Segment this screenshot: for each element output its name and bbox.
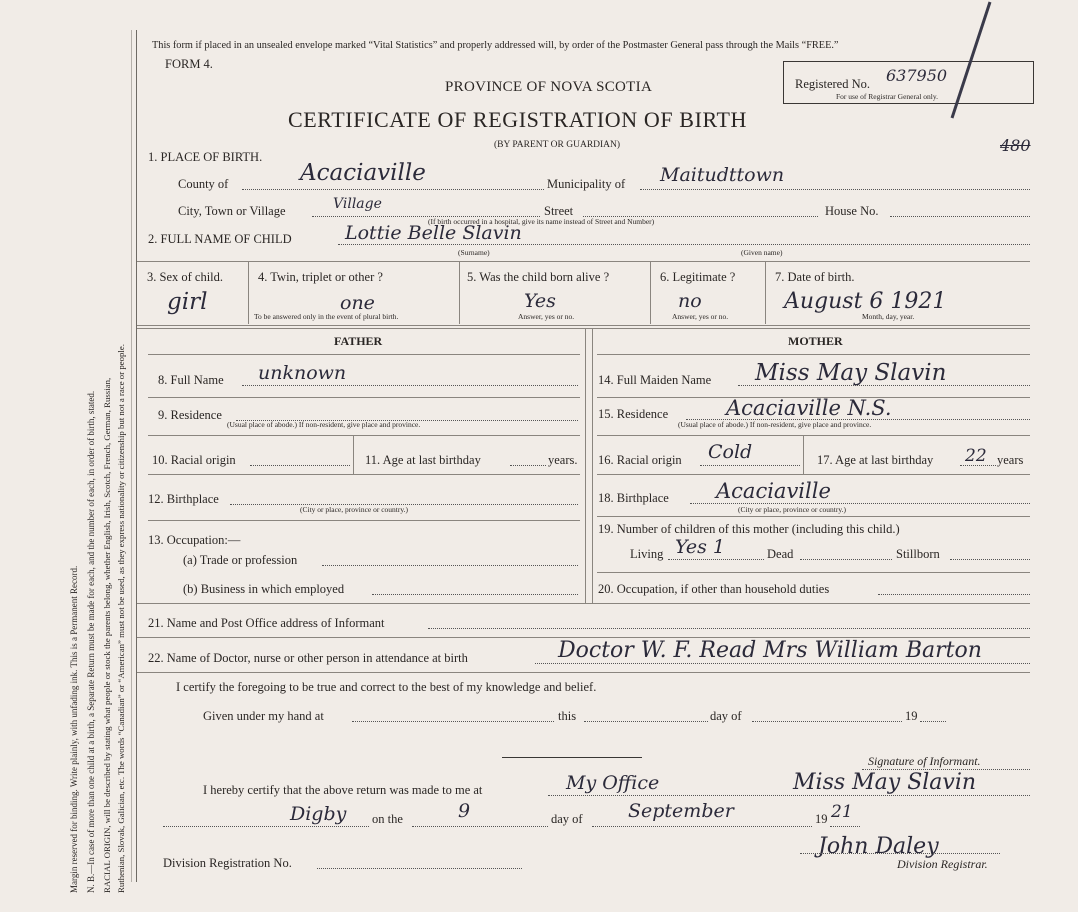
- mother-racial-divider: [803, 436, 804, 474]
- mother-occupation-label: 20. Occupation, if other than household duties: [598, 582, 830, 596]
- signature-caption: Signature of Informant.: [868, 754, 981, 768]
- mother-name-label: 14. Full Maiden Name: [598, 373, 712, 387]
- mother-residence-note: (Usual place of abode.) If non-resident, give place and province.: [678, 420, 872, 429]
- on-the-label: on the: [372, 812, 403, 826]
- given-under-label: Given under my hand at: [203, 709, 324, 723]
- place-of-birth-section: 1. PLACE OF BIRTH.: [148, 150, 263, 164]
- divider-4: [459, 262, 460, 324]
- mother-residence-label: 15. Residence: [598, 407, 669, 421]
- divider-6: [765, 262, 766, 324]
- father-age-label: 11. Age at last birthday: [365, 453, 481, 467]
- mother-racial-line: [700, 465, 800, 466]
- father-age-line: [510, 465, 546, 466]
- margin-text-2: N. B.—In case of more than one child at a birth, a Separate Return must be made for each, and the number of each, in order of birth, stated.: [86, 390, 96, 893]
- given-name-note: (Given name): [741, 248, 783, 257]
- given-place-line: [352, 721, 554, 722]
- father-name-value: unknown: [258, 362, 347, 384]
- date-of-birth-label: 7. Date of birth.: [775, 270, 855, 284]
- sex-label: 3. Sex of child.: [147, 270, 224, 284]
- mother-dead-label: Dead: [767, 547, 794, 561]
- child-name-value: Lottie Belle Slavin: [345, 222, 522, 244]
- form-number: FORM 4.: [165, 57, 213, 71]
- mother-living-line: [668, 559, 764, 560]
- rule-parents-top: [137, 325, 1030, 326]
- registrar-month-line: [592, 826, 812, 827]
- year-prefix-label: 19: [905, 709, 918, 723]
- doctor-label: 22. Name of Doctor, nurse or other person in attendance at birth: [148, 651, 468, 665]
- born-alive-label: 5. Was the child born alive ?: [467, 270, 610, 284]
- pen-stroke-mark: [930, 0, 1000, 120]
- mother-racial-value: Cold: [708, 441, 753, 463]
- informant-line: [428, 628, 1030, 629]
- father-occupation-label: 13. Occupation:—: [148, 533, 241, 547]
- child-name-label: 2. FULL NAME OF CHILD: [148, 232, 292, 246]
- margin-text-4: Ruthenian, Slovak, Galician, etc. The words “Canadian” or “American” must not be used, as they express nationality or citizenship but not a race or people.: [116, 344, 126, 893]
- registrar-month-value: September: [628, 800, 734, 822]
- born-alive-note: Answer, yes or no.: [518, 312, 575, 321]
- registrar-place-value: Digby: [290, 803, 347, 825]
- mother-age-label: 17. Age at last birthday: [817, 453, 934, 467]
- father-heading-rule: [148, 354, 580, 355]
- father-trade-label: (a) Trade or profession: [183, 553, 298, 567]
- given-month-line: [752, 721, 902, 722]
- corner-number: 480: [1000, 136, 1031, 155]
- father-row-rule-4: [148, 520, 580, 521]
- registrar-year-printed: 19: [815, 812, 828, 826]
- mother-racial-label: 16. Racial origin: [598, 453, 682, 467]
- date-of-birth-value: August 6 1921: [784, 289, 947, 314]
- registrar-use-note: For use of Registrar General only.: [836, 92, 938, 101]
- father-racial-line: [250, 465, 350, 466]
- division-registrar-caption: Division Registrar.: [897, 857, 988, 871]
- return-label: I hereby certify that the above return was made to me at: [203, 783, 483, 797]
- mother-birthplace-label: 18. Birthplace: [598, 491, 669, 505]
- mother-heading: MOTHER: [788, 334, 843, 348]
- registered-label: Registered No.: [795, 77, 870, 91]
- mother-children-label: 19. Number of children of this mother (including this child.): [598, 522, 900, 536]
- mother-residence-value: Acaciaville N.S.: [726, 396, 892, 420]
- mother-heading-rule: [597, 354, 1030, 355]
- registrar-year-handwritten: 21: [831, 802, 853, 822]
- rule-parents-top-2: [137, 328, 1030, 329]
- rule-top-items: [137, 261, 1030, 262]
- mother-birthplace-note: (City or place, province or country.): [738, 505, 847, 514]
- mother-row-rule-3: [597, 474, 1030, 475]
- father-birthplace-label: 12. Birthplace: [148, 492, 219, 506]
- return-place-line: [548, 795, 1030, 796]
- mother-stillborn-line: [950, 559, 1030, 560]
- hospital-note: (If birth occurred in a hospital, give its name instead of Street and Number): [428, 217, 655, 226]
- mother-stillborn-label: Stillborn: [896, 547, 940, 561]
- father-name-label: 8. Full Name: [158, 373, 224, 387]
- municipality-label: Municipality of: [547, 177, 626, 191]
- father-heading: FATHER: [334, 334, 383, 348]
- father-name-line: [242, 385, 578, 386]
- registrar-place-line: [163, 826, 369, 827]
- father-row-rule-2: [148, 435, 580, 436]
- mother-living-label: Living: [630, 547, 664, 561]
- mail-notice: This form if placed in an unsealed envelope marked “Vital Statistics” and properly addressed will, by order of the Postmaster General pass through the Mails “FREE.”: [152, 40, 839, 51]
- signature-rule: [502, 757, 642, 758]
- divider-5: [650, 262, 651, 324]
- county-label: County of: [178, 177, 229, 191]
- mother-birthplace-line: [690, 503, 1030, 504]
- return-place-value: My Office: [566, 772, 660, 794]
- surname-note: (Surname): [458, 248, 490, 257]
- mother-dead-line: [800, 559, 892, 560]
- father-business-line: [372, 594, 578, 595]
- sex-value: girl: [167, 289, 208, 315]
- city-value: Village: [333, 196, 382, 212]
- binding-line: [131, 30, 132, 882]
- certify-statement: I certify the foregoing to be true and correct to the best of my knowledge and belief.: [176, 680, 597, 694]
- parents-center-divider-2: [592, 329, 593, 603]
- legitimate-label: 6. Legitimate ?: [660, 270, 736, 284]
- legitimate-value: no: [678, 290, 702, 312]
- mother-name-value: Miss May Slavin: [755, 360, 947, 386]
- father-row-rule-1: [148, 397, 580, 398]
- father-racial-divider: [353, 436, 354, 474]
- house-number-label: House No.: [825, 204, 879, 218]
- margin-text-3: RACIAL ORIGIN, will be described by stating what people or stock the parents belong, whether English, Irish, Scotch, French, German, Russian,: [102, 377, 112, 893]
- father-business-label: (b) Business in which employed: [183, 582, 345, 596]
- house-line: [890, 216, 1030, 217]
- doctor-value: Doctor W. F. Read Mrs William Barton: [558, 638, 982, 663]
- father-racial-label: 10. Racial origin: [152, 453, 236, 467]
- given-year-line: [920, 721, 946, 722]
- division-registration-label: Division Registration No.: [163, 856, 292, 870]
- legitimate-note: Answer, yes or no.: [672, 312, 729, 321]
- municipality-value: Maitudttown: [660, 164, 785, 186]
- parents-center-divider: [585, 329, 586, 603]
- registrar-year-line: [830, 826, 860, 827]
- registrar-day-value: 9: [458, 800, 471, 822]
- father-trade-line: [322, 565, 578, 566]
- father-age-suffix: years.: [548, 453, 578, 467]
- given-day-line: [584, 721, 708, 722]
- date-of-birth-note: Month, day, year.: [862, 312, 915, 321]
- county-line: [242, 189, 544, 190]
- margin-text-1: Margin reserved for binding. Write plainly, with unfading ink. This is a Permanent Record.: [69, 565, 79, 893]
- father-row-rule-3: [148, 474, 580, 475]
- rule-doctor: [137, 672, 1030, 673]
- registrar-day-of-label: day of: [551, 812, 583, 826]
- province-heading: PROVINCE OF NOVA SCOTIA: [445, 79, 653, 95]
- father-birthplace-note: (City or place, province or country.): [300, 505, 409, 514]
- father-residence-label: 9. Residence: [158, 408, 222, 422]
- divider-3: [248, 262, 249, 324]
- informant-signature: Miss May Slavin: [793, 770, 977, 795]
- doctor-line: [535, 663, 1030, 664]
- mother-birthplace-value: Acaciaville: [716, 479, 831, 503]
- mother-living-value: Yes 1: [675, 536, 726, 558]
- child-name-line: [338, 244, 1030, 245]
- certificate-subtitle: (BY PARENT OR GUARDIAN): [494, 140, 621, 150]
- mother-row-rule-5: [597, 572, 1030, 573]
- registrar-signature-line: [800, 853, 1000, 854]
- twin-note: To be answered only in the event of plural birth.: [254, 312, 399, 321]
- registrar-day-line: [412, 826, 548, 827]
- rule-parents-bottom: [137, 603, 1030, 604]
- county-value: Acaciaville: [300, 160, 426, 186]
- mother-row-rule-4: [597, 516, 1030, 517]
- twin-value: one: [340, 292, 375, 314]
- registered-number: 637950: [886, 66, 948, 85]
- form-left-border: [136, 30, 137, 882]
- father-residence-note: (Usual place of abode.) If non-resident, give place and province.: [227, 420, 421, 429]
- day-of-label: day of: [710, 709, 742, 723]
- certificate-title: CERTIFICATE OF REGISTRATION OF BIRTH: [288, 107, 747, 132]
- born-alive-value: Yes: [524, 290, 556, 312]
- informant-label: 21. Name and Post Office address of Informant: [148, 616, 385, 630]
- mother-age-suffix: years: [997, 453, 1024, 467]
- twin-label: 4. Twin, triplet or other ?: [258, 270, 383, 284]
- city-label: City, Town or Village: [178, 204, 286, 218]
- registrar-signature: John Daley: [818, 834, 939, 859]
- this-label: this: [558, 709, 577, 723]
- street-label: Street: [544, 204, 574, 218]
- mother-occupation-line: [878, 594, 1030, 595]
- municipality-line: [640, 189, 1030, 190]
- division-registration-line: [317, 868, 522, 869]
- mother-row-rule-2: [597, 435, 1030, 436]
- mother-age-value: 22: [965, 446, 987, 466]
